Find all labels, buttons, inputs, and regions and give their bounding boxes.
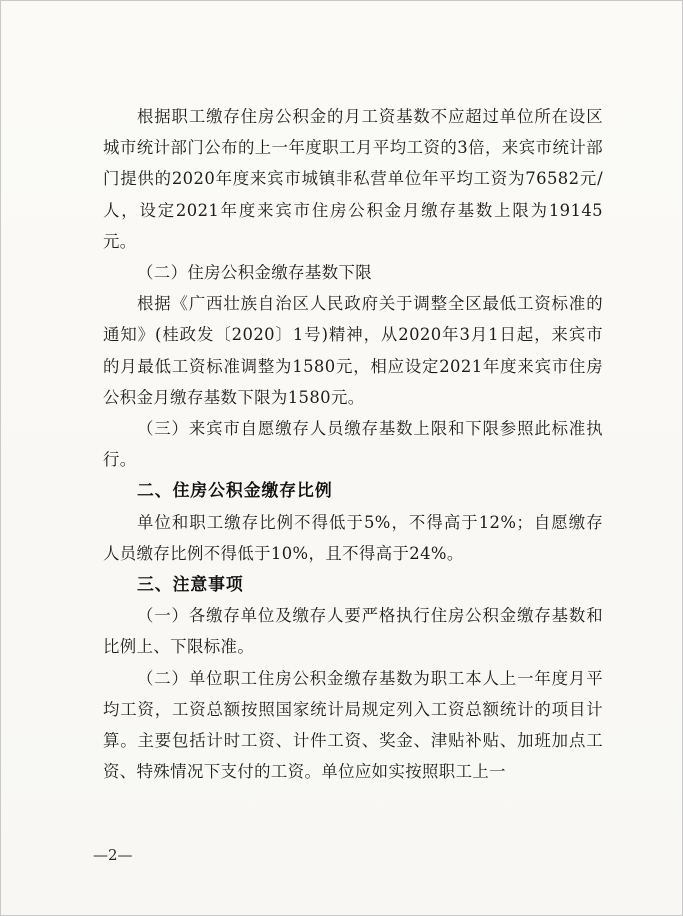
subheading-lower-limit: （二）住房公积金缴存基数下限: [137, 263, 373, 283]
paragraph-lower-limit-basis: 根据《广西壮族自治区人民政府关于调整全区最低工资标准的通知》(桂政发〔2020〕1号)精神，从2020年3月1日起，来宾市的月最低工资标准调整为1580元，相应设定2021年度来宾市住房公积金月缴存基数下限为1580元。: [103, 294, 603, 407]
section-heading-contribution-ratio: 二、住房公积金缴存比例: [137, 480, 333, 501]
document-body: [103, 101, 603, 787]
note-item-1: （一）各缴存单位及缴存人要严格执行住房公积金缴存基数和比例上、下限标准。: [103, 606, 603, 657]
paragraph-contribution-ratio: 单位和职工缴存比例不得低于5%，不得高于12%；自愿缴存人员缴存比例不得低于10%，且不得高于24%。: [103, 512, 603, 563]
subheading-voluntary-depositors: （三）来宾市自愿缴存人员缴存基数上限和下限参照此标准执行。: [103, 419, 603, 470]
page-number: —2—: [93, 846, 133, 864]
section-heading-notes: 三、注意事项: [137, 574, 244, 595]
note-item-2: （二）单位职工住房公积金缴存基数为职工本人上一年度月平均工资，工资总额按照国家统计局规定列入工资总额统计的项目计算。主要包括计时工资、计件工资、奖金、津贴补贴、加班加点工资、特殊情况下支付的工资。单位应如实按照职工上一: [103, 668, 603, 782]
paragraph-upper-limit-basis: 根据职工缴存住房公积金的月工资基数不应超过单位所在设区城市统计部门公布的上一年度职工月平均工资的3倍，来宾市统计部门提供的2020年度来宾市城镇非私营单位年平均工资为76582元/人，设定2021年度来宾市住房公积金月缴存基数上限为19145元。: [103, 107, 603, 251]
